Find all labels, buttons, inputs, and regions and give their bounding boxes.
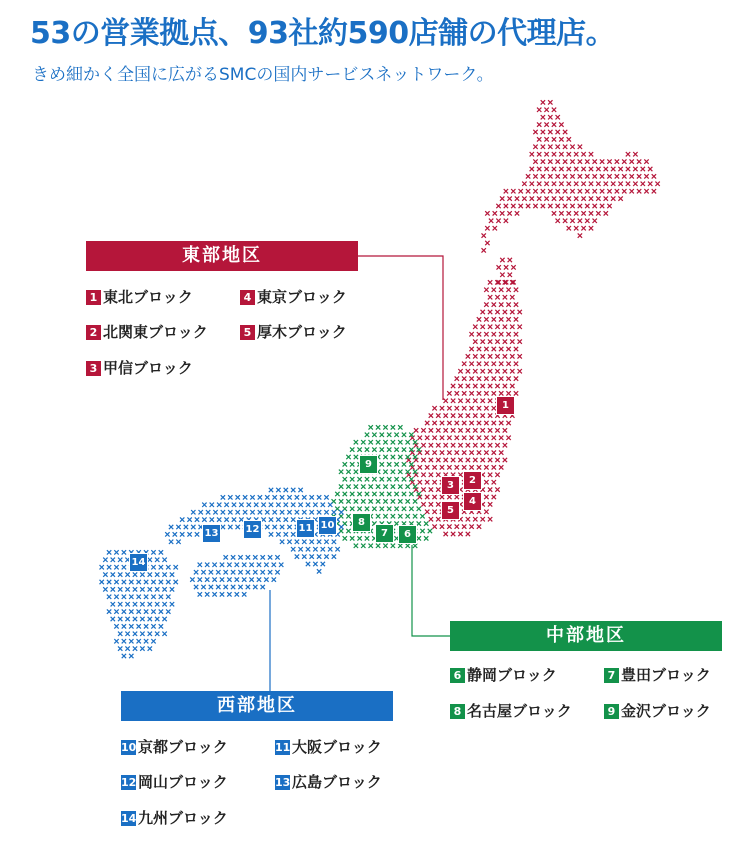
map-marker-4: 4 — [463, 492, 482, 511]
block-number-badge: 2 — [86, 325, 101, 340]
block-central-8 — [450, 700, 572, 721]
block-number-badge: 11 — [275, 741, 291, 754]
block-number-badge: 4 — [240, 290, 255, 305]
block-label: 東京ブロック — [257, 288, 347, 306]
map-marker-6: 6 — [398, 525, 417, 544]
region-east — [86, 241, 358, 271]
map-marker-11: 11 — [296, 519, 315, 538]
block-west-11 — [275, 736, 382, 757]
block-west-14 — [121, 807, 228, 828]
map-marker-13: 13 — [202, 524, 221, 543]
block-number-badge: 7 — [604, 668, 619, 683]
block-east-4 — [240, 286, 347, 307]
block-label: 岡山ブロック — [138, 773, 228, 791]
map-marker-12: 12 — [243, 520, 262, 539]
block-label: 北関東ブロック — [103, 323, 208, 341]
block-label: 京都ブロック — [138, 738, 228, 756]
block-east-2 — [86, 321, 208, 342]
block-label: 静岡ブロック — [467, 666, 557, 684]
map-marker-8: 8 — [352, 513, 371, 532]
block-label: 大阪ブロック — [292, 738, 382, 756]
map-marker-2: 2 — [463, 471, 482, 490]
region-central — [450, 621, 722, 651]
map-marker-3: 3 — [441, 476, 460, 495]
region-west-header: 西部地区 — [121, 691, 393, 721]
block-number-badge: 6 — [450, 668, 465, 683]
block-label: 東北ブロック — [103, 288, 193, 306]
map-marker-14: 14 — [129, 553, 148, 572]
block-east-5 — [240, 321, 347, 342]
block-central-6 — [450, 664, 557, 685]
page-subtitle: きめ細かく全国に広がるSMCの国内サービスネットワーク。 — [32, 65, 494, 85]
block-east-1 — [86, 286, 193, 307]
block-number-badge: 14 — [121, 812, 137, 825]
block-central-7 — [604, 664, 711, 685]
block-number-badge: 13 — [275, 776, 291, 789]
map-marker-7: 7 — [375, 524, 394, 543]
block-label: 名古屋ブロック — [467, 702, 572, 720]
page-title: 53の営業拠点、93社約590店舗の代理店。 — [30, 16, 616, 51]
region-east-header: 東部地区 — [86, 241, 358, 271]
region-central-header: 中部地区 — [450, 621, 722, 651]
block-west-13 — [275, 771, 382, 792]
block-label: 甲信ブロック — [103, 359, 193, 377]
block-label: 広島ブロック — [292, 773, 382, 791]
block-label: 豊田ブロック — [621, 666, 711, 684]
block-label: 金沢ブロック — [621, 702, 711, 720]
block-number-badge: 8 — [450, 704, 465, 719]
block-number-badge: 12 — [121, 776, 137, 789]
block-west-10 — [121, 736, 228, 757]
block-label: 厚木ブロック — [257, 323, 347, 341]
block-number-badge: 10 — [121, 741, 137, 754]
block-number-badge: 1 — [86, 290, 101, 305]
map-marker-1: 1 — [496, 396, 515, 415]
map-marker-10: 10 — [318, 516, 337, 535]
map-marker-9: 9 — [359, 455, 378, 474]
block-number-badge: 3 — [86, 361, 101, 376]
block-label: 九州ブロック — [138, 809, 228, 827]
block-central-9 — [604, 700, 711, 721]
block-east-3 — [86, 357, 193, 378]
map-marker-5: 5 — [441, 501, 460, 520]
block-number-badge: 5 — [240, 325, 255, 340]
block-west-12 — [121, 771, 228, 792]
region-west — [121, 691, 393, 721]
block-number-badge: 9 — [604, 704, 619, 719]
